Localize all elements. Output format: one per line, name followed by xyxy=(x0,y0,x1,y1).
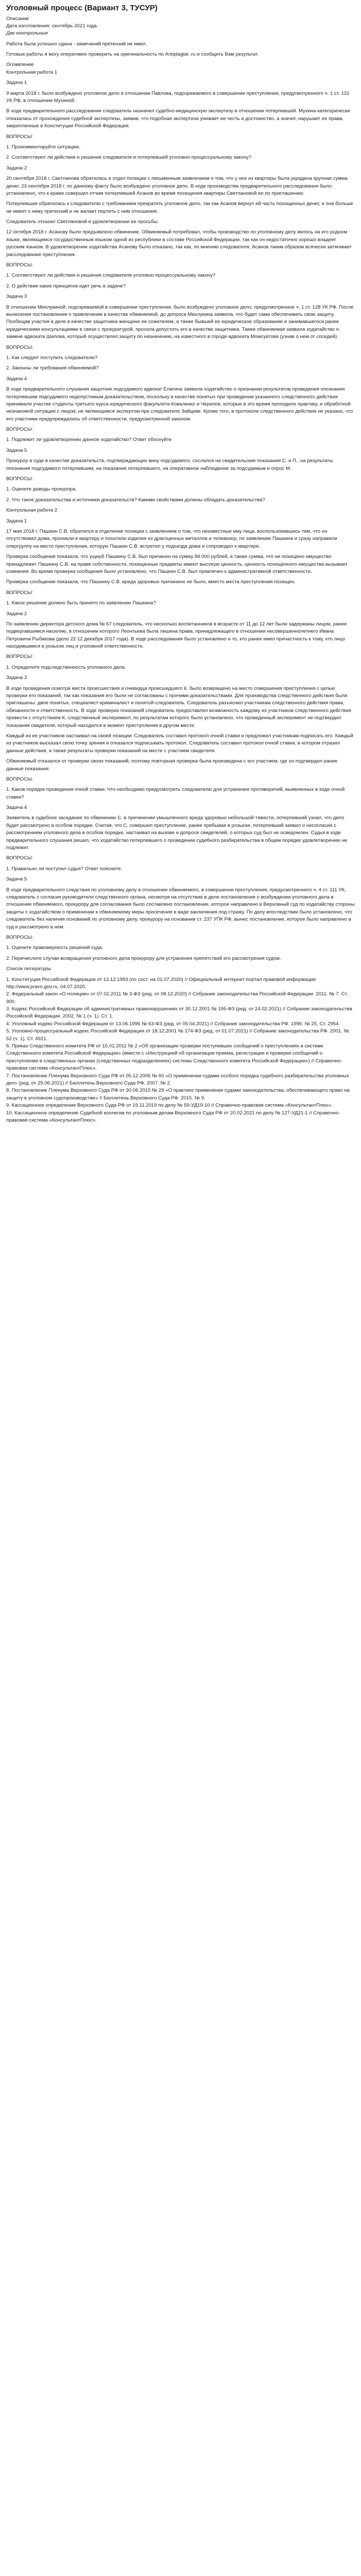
questions-label: ВОПРОСЫ: xyxy=(6,427,33,433)
task-heading: Задача 1 xyxy=(6,80,27,86)
task-section-2-2 xyxy=(6,611,355,672)
question: 2. Законны ли требования обвиняемой? xyxy=(6,365,99,371)
task-heading: Задача 3 xyxy=(6,675,27,681)
questions-label: ВОПРОСЫ: xyxy=(6,476,33,482)
question: 2. Перечислите случаи возвращения уголовного дела прокурору для устранения препятствий его рассмотрения судом. xyxy=(6,955,281,961)
task-heading: Задача 2 xyxy=(6,165,27,171)
document-page xyxy=(0,0,361,1132)
question: 1. Каков порядок проведения очной ставки. Что необходимо предусмотреть следователю для устранения противоречий, выявленных в ходе очной ставки? xyxy=(6,787,345,800)
source-item: 4. Уголовный кодекс Российской Федерации от 13.06.1996 № 63-ФЗ (ред. от 05.04.2021) // Собрание законодательства РФ. 1996. № 25. Ст. 2954. xyxy=(6,1021,340,1027)
questions-label: ВОПРОСЫ: xyxy=(6,589,33,596)
questions-label: ВОПРОСЫ: xyxy=(6,855,33,861)
questions-label: ВОПРОСЫ: xyxy=(6,934,33,940)
task-heading: Задача 4 xyxy=(6,376,27,382)
task-text: 17 мая 2018 г. Пашкин С.В. обратился в отделение полиции с заявлением о том, что неизвестные ему лица, воспользовавшись тем, что он отсутствовал дома, проникли в квартиру и похитили изделия из драгоценных металлов и телевизор, по заявлению Пашкина и сразу направили опергруппу на место преступления, которую Пашкин С.В. встретил у подъезда дома и сопроводил к квартире. xyxy=(6,528,337,549)
questions-label: ВОПРОСЫ: xyxy=(6,133,33,140)
task-text: 20 сентября 2018 г. Светланова обратилась в отдел полиции с письменным заявлением о том, что у нее из квартиры была украдена крупная сумма денег. 23 сентября 2018 г. по данному факту было возбуждено уголовное дело. В ходе производства предварительного расследования было установлено, что к краже совершил отчим потерпевшей Асанов во время посещения квартиры Светлановой ее по приглашению. xyxy=(6,176,348,196)
meta-section xyxy=(6,15,355,38)
source-item: 2. Федеральный закон «О полиции» от 07.02.2011 № 3-ФЗ (ред. от 08.12.2020) // Собрание законодательства Российской Федерации. 2011. № 7. Ст. 900. xyxy=(6,991,348,1005)
control-work-2-heading: Контрольная работа 2 xyxy=(6,507,58,514)
task-text: Каждый из ее участников настаивал на своей позиции. Следователь составил протокол очной ставки и предложил участникам подписать его. Каждый из участников высказал свою точку зрения и отказался подписывать протокол. Следователь составил протокол очной ставки, в котором отразил данные действия, а также результаты проверки показаний на месте с участием свидетеля. xyxy=(6,733,353,754)
question: 1. Оцените правомерность решений суда. xyxy=(6,945,104,951)
intro-paragraph-2: Готовые работы я могу оперативно проверить на оригинальность по Antiplagiat .ru и сообщить Вам результат. xyxy=(6,52,259,58)
question: 1. Определите подследственность уголовного дела. xyxy=(6,664,126,670)
task-text: Заявитель в судебное заседание по обвинению С. в причинении умышленного вреда здоровью небольшой тяжести, потерпевший узнал, что дело будет рассмотрено в особом порядке. Считая, что С. совершил преступление, ранее пребывая в розыске, потерпевший заявил о несогласии с рассмотрением уголовного дела в особом порядке, настаивал на вызове и допросе свидетелей, о которых суд был не осведомлен. Судья в ходе предварительного слушания решил, что ходатайство потерпевшего о проведении судебного разбирательства в общем порядке удовлетворению не подлежит. xyxy=(6,815,348,851)
source-item: 10. Кассационное определение Судебной коллегии по уголовным делам Верховного Суда РФ от 20.02.2021 по делу № 127-УД21-1 // Справочно-правовая система «КонсультантПлюс». xyxy=(6,1110,340,1123)
task-section-2-4 xyxy=(6,804,355,873)
task-text: По заявлению директора детского дома № 67 следователь, что несколько воспитанников в возрасте от 11 до 12 лет были задержаны лицом, ранее подвергавшимся насилию, в отношении которого Леонтьева была лишена права, принадлежащего в отношении несовершеннолетнего Ивана Петровича Рыбакова (дело 22 12 декабря 2017 года). В ходе расследования было установлено и то, кто ранее имел причастность к тому, кто лицо находившимся в розыске лиц и уголовной ответственности. xyxy=(6,621,347,650)
task-text: В ходе предварительного слушания защитник подсудимого адвокат Елагина заявила ходатайство о признании результатов проведения опознания потерпевшим подсудимого недопустимым доказательством, поскольку в качестве понятых при проведении указанного следственного действия принимали участие студенты третьего курса юридического факультета Коваленко и Черепов, которые в это время проходили практику, и обработкой незнакомой ситуации с лицом, не являющимся экспертом при следователе Зайцеве. Кроме того, в протоколе следственного действия не указано, что его участники предупреждались об ответственности, предусмотренной законом. xyxy=(6,386,353,422)
question: 1. Подлежит ли удовлетворению данное ходатайство? Ответ обоснуйте xyxy=(6,437,172,443)
task-text: 12 октября 2018 г. Асанову было предъявлено обвинение. Обвиняемый потребовал, чтобы производство по уголовному делу велось на его родном языке, являющимся государственным языком одной из республики в составе Российской Федерации, так как он недостаточно хорошо владеет русским языком. В удовлетворении ходатайства Асанову было отказано, так как, по мнению следователя, Асанов таким образом всячески затягивает расследование преступления. xyxy=(6,229,352,258)
task-section-2-5 xyxy=(6,876,355,962)
task-text: 9 марта 2018 г. было возбуждено уголовное дело в отношении Павлова, подозреваемого в совершении преступления, предусмотренного ч. 1 ст. 131 УК РФ, в отношении Мухиной. xyxy=(6,90,350,104)
task-text: В ходе предварительного следствия по уголовному делу в отношении обвиняемого, в совершении преступления, предусмотренного ч. 4 ст. 111 УК, следователь с согласия руководителя следственного органа, несмотря на отсутствие в деле постановления о возбуждении уголовного дела в отношении обвиняемого, прокурору для согласования было составлено постановление, которое направлено в Верховный суд по ходатайству стороны защиты с ходатайством о применении к обвиняемому меры пресечения в виде заключения под стражу. По делу впоследствии было установлено, что следователь без наличия оснований по уголовному делу, прокурору на основании ст. 237 УПК РФ, вынес постановление, которое было направлено в суд и рассмотрено в нем. xyxy=(6,887,355,930)
task-text: Обвиняемый отказался от проверки своих показаний, поэтому повторная проверка была произведена с его участием, где он подтвердил ранее данные показания. xyxy=(6,758,338,772)
sources-section xyxy=(6,965,355,1124)
question: 2. Соответствуют ли действия и решения следователя и потерпевшей уголовно-процессуальному закону? xyxy=(6,155,252,161)
task-heading: Задача 4 xyxy=(6,805,27,811)
task-heading: Задача 1 xyxy=(6,518,27,524)
task-section-2-3 xyxy=(6,674,355,801)
task-text: В отношении Михлукиной, подозреваемой в совершении преступления, было возбуждено уголовное дело, предусмотренное ч. 1 ст. 128 УК РФ. После вынесения постановления о привлечении в качестве обвиняемой, до допроса Михлукина заявила, что будет сама обеспечивать свою защиту. Пообещав участия в деле в качестве защитника женщине ее сожителем, а также бывшей ее юридическое образование и занимавшегося ранее юридическими консультациями в связи с прокуратурой, просила допустить его в качестве защитника. Также обвиняемая заявила ходатайство о замене адвоката Шилова, который осуществлял защиту по назначению, на известного в городе адвоката Момсуатова (узнав о нем от соседей). xyxy=(6,304,354,340)
question: 2. Что такое доказательства и источники доказательств? Какими свойствами должны обладать доказательства? xyxy=(6,497,265,503)
task-section-1-2 xyxy=(6,165,355,290)
intro-paragraph-1: Работа была успешно сдана - замечаний претензий не имел. xyxy=(6,41,147,47)
task-heading: Задача 2 xyxy=(6,611,27,617)
task-section-1-3 xyxy=(6,293,355,372)
task-text: Проверка сообщения показала, что Пашкину С.В. вреда здоровью причинено не было, вместо места преступления похищен. xyxy=(6,579,296,585)
toc-label: Оглавление xyxy=(6,62,34,68)
sources-label: Список литературы xyxy=(6,966,51,972)
questions-label: ВОПРОСЫ: xyxy=(6,344,33,350)
task-heading: Задача 5 xyxy=(6,876,27,883)
questions-label: ВОПРОСЫ: xyxy=(6,776,33,782)
question: 2. О действии каких принципов идет речь в задаче? xyxy=(6,283,126,289)
source-item: 6. Приказ Следственного комитета РФ от 15.01.2011 № 2 «Об организации проверки поступивших сообщений о преступлениях в системе Следственного комитета Российской Федерации» (вместе с «Инструкцией об организации приема, регистрации и проверки сообщений о преступлении в следственных органах (следственных подразделениях) системы Следственного комитета Российской Федерации») // Справочно-правовая система «КонсультантПлюс». xyxy=(6,1043,342,1072)
question: 1. Прокомментируйте ситуацию. xyxy=(6,144,81,150)
task-heading: Задача 3 xyxy=(6,294,27,300)
task-text: Потерпевшая обратилась к следователю с требованием прекратить уголовное дело, так как Асанов вернул ей часть похищенных денег, и она больше не имеет к нему претензий и не желает портить с ним отношения. xyxy=(6,201,353,214)
sources-list xyxy=(6,976,355,1125)
source-item: 1. Конституция Российской Федерации от 12.12.1993 (по сост. на 01.07.2020) // Официальный интернет-портал правовой информации http://www.pravo.gov.ru, 04.07.2020. xyxy=(6,976,316,990)
source-item: 3. Кодекс Российской Федерации об административных правонарушениях от 30.12.2001 № 195-ФЗ (ред. от 24.02.2021) // Собрание законодательства Российской Федерации. 2002. № 1 (ч. 1). Ст. 1. xyxy=(6,1006,352,1020)
toc-section xyxy=(6,61,355,76)
question: 1. Как следует поступить следователю? xyxy=(6,354,98,361)
meta-label: Описание xyxy=(6,15,29,22)
question: 1. Соответствуют ли действия и решения следователя уголовно-процессуальному закону? xyxy=(6,273,216,279)
meta-type: Две контрольные xyxy=(6,30,48,37)
questions-label: ВОПРОСЫ: xyxy=(6,262,33,268)
question: 1. Какое решение должно быть принято по заявлению Пашкина? xyxy=(6,600,156,606)
task-section-1-1 xyxy=(6,79,355,162)
source-item: 8. Постановление Пленума Верховного Суда РФ от 30.06.2015 № 29 «О практике применения судами законодательства, обеспечивающего право на защиту в уголовном судопроизводстве» // Бюллетень Верховного Суда РФ. 2015. № 9. xyxy=(6,1088,350,1101)
task-section-2-1 xyxy=(6,518,355,607)
task-text: Следователь отказал Светлановой в удовлетворении ее просьбы. xyxy=(6,219,159,225)
task-text: В ходе проведения осмотра места происшествия и очевидца происшедшего К. было возвращено на место совершения преступления с целью проверки его показаний, так как показания его были не согласованы с прочими доказательствами. Для производства следственного действия были приглашены: двое понятых, специалист-криминалист и понятой-следователь. Следователь разъяснил участникам следственного действия права, обязанности и ответственность. В ходе проверки показаний следователь предоставлял возможность каждому из участников следственного действия провести с отсутствием К. следственный эксперимент, по результатам которого было установлено, что проведенный эксперимент не подтвердил показания свидетеля, который находился в момент преступления в другом месте. xyxy=(6,685,351,728)
task-text: Прокурор в суде в качестве доказательств, подтверждающих вину подсудимого, сослался на свидетельские показания С. и П., на результаты опознания подсудимого потерпевшим, на показания потерпевшего, на оперативное наблюдение за подсудимым и опрос М. xyxy=(6,458,333,471)
source-item: 5. Уголовно-процессуальный кодекс Российской Федерации от 18.12.2001 № 174-ФЗ (ред. от 01.07.2021) // Собрание законодательства РФ. 2001. № 52 (ч. 1). Ст. 4921. xyxy=(6,1028,349,1042)
source-item: 9. Кассационное определение Верховного Суда РФ от 19.11.2019 по делу № 59-УД19-10 // Справочно-правовая система «КонсультантПлюс». xyxy=(6,1103,333,1109)
task-text: Проверка сообщения показала, что ущерб Пашкину С.В. был причинен на сумму 84 000 рублей, а также сумма, что ни похищено имущество принадлежит Пашкину С.В. на праве собственности, похищенные предметы имеют высокую ценность, ценность похищенного имущества вызывает сомнения. Во время проверки сообщения было установлено, что Пашкин С.В. был привлечен к административной ответственности. xyxy=(6,554,348,574)
task-section-1-5 xyxy=(6,447,355,504)
question: 1. Правильно ли поступил судья? Ответ поясните. xyxy=(6,866,123,872)
toc-item: Контрольная работа 1 xyxy=(6,69,58,75)
page-title: Уголовный процесс (Вариант 3, ТУСУР) xyxy=(6,4,158,12)
task-text: В ходе предварительного расследования следователь назначил судебно-медицинскую экспертизу в отношении потерпевшей. Мухина категорически отказалась от прохождения судебной экспертизы, заявив, что подобная экспертиза унижает ее честь и достоинство, а значит, нарушает ее права, закрепленные в Конституции Российской Федерации. xyxy=(6,108,350,129)
meta-date: Дата изготовления: сентябрь 2021 года. xyxy=(6,23,98,29)
task-section-1-4 xyxy=(6,376,355,444)
source-item: 7. Постановление Пленума Верховного Суда РФ от 05.12.2006 № 60 «О применении судами особого порядка судебного разбирательства уголовных дел» (ред. от 29.06.2021) // Бюллетень Верховного Суда РФ. 2007. № 2. xyxy=(6,1073,349,1086)
task-heading: Задача 5 xyxy=(6,447,27,453)
question: 1. Оцените доводы прокурора. xyxy=(6,486,77,493)
questions-label: ВОПРОСЫ: xyxy=(6,654,33,660)
